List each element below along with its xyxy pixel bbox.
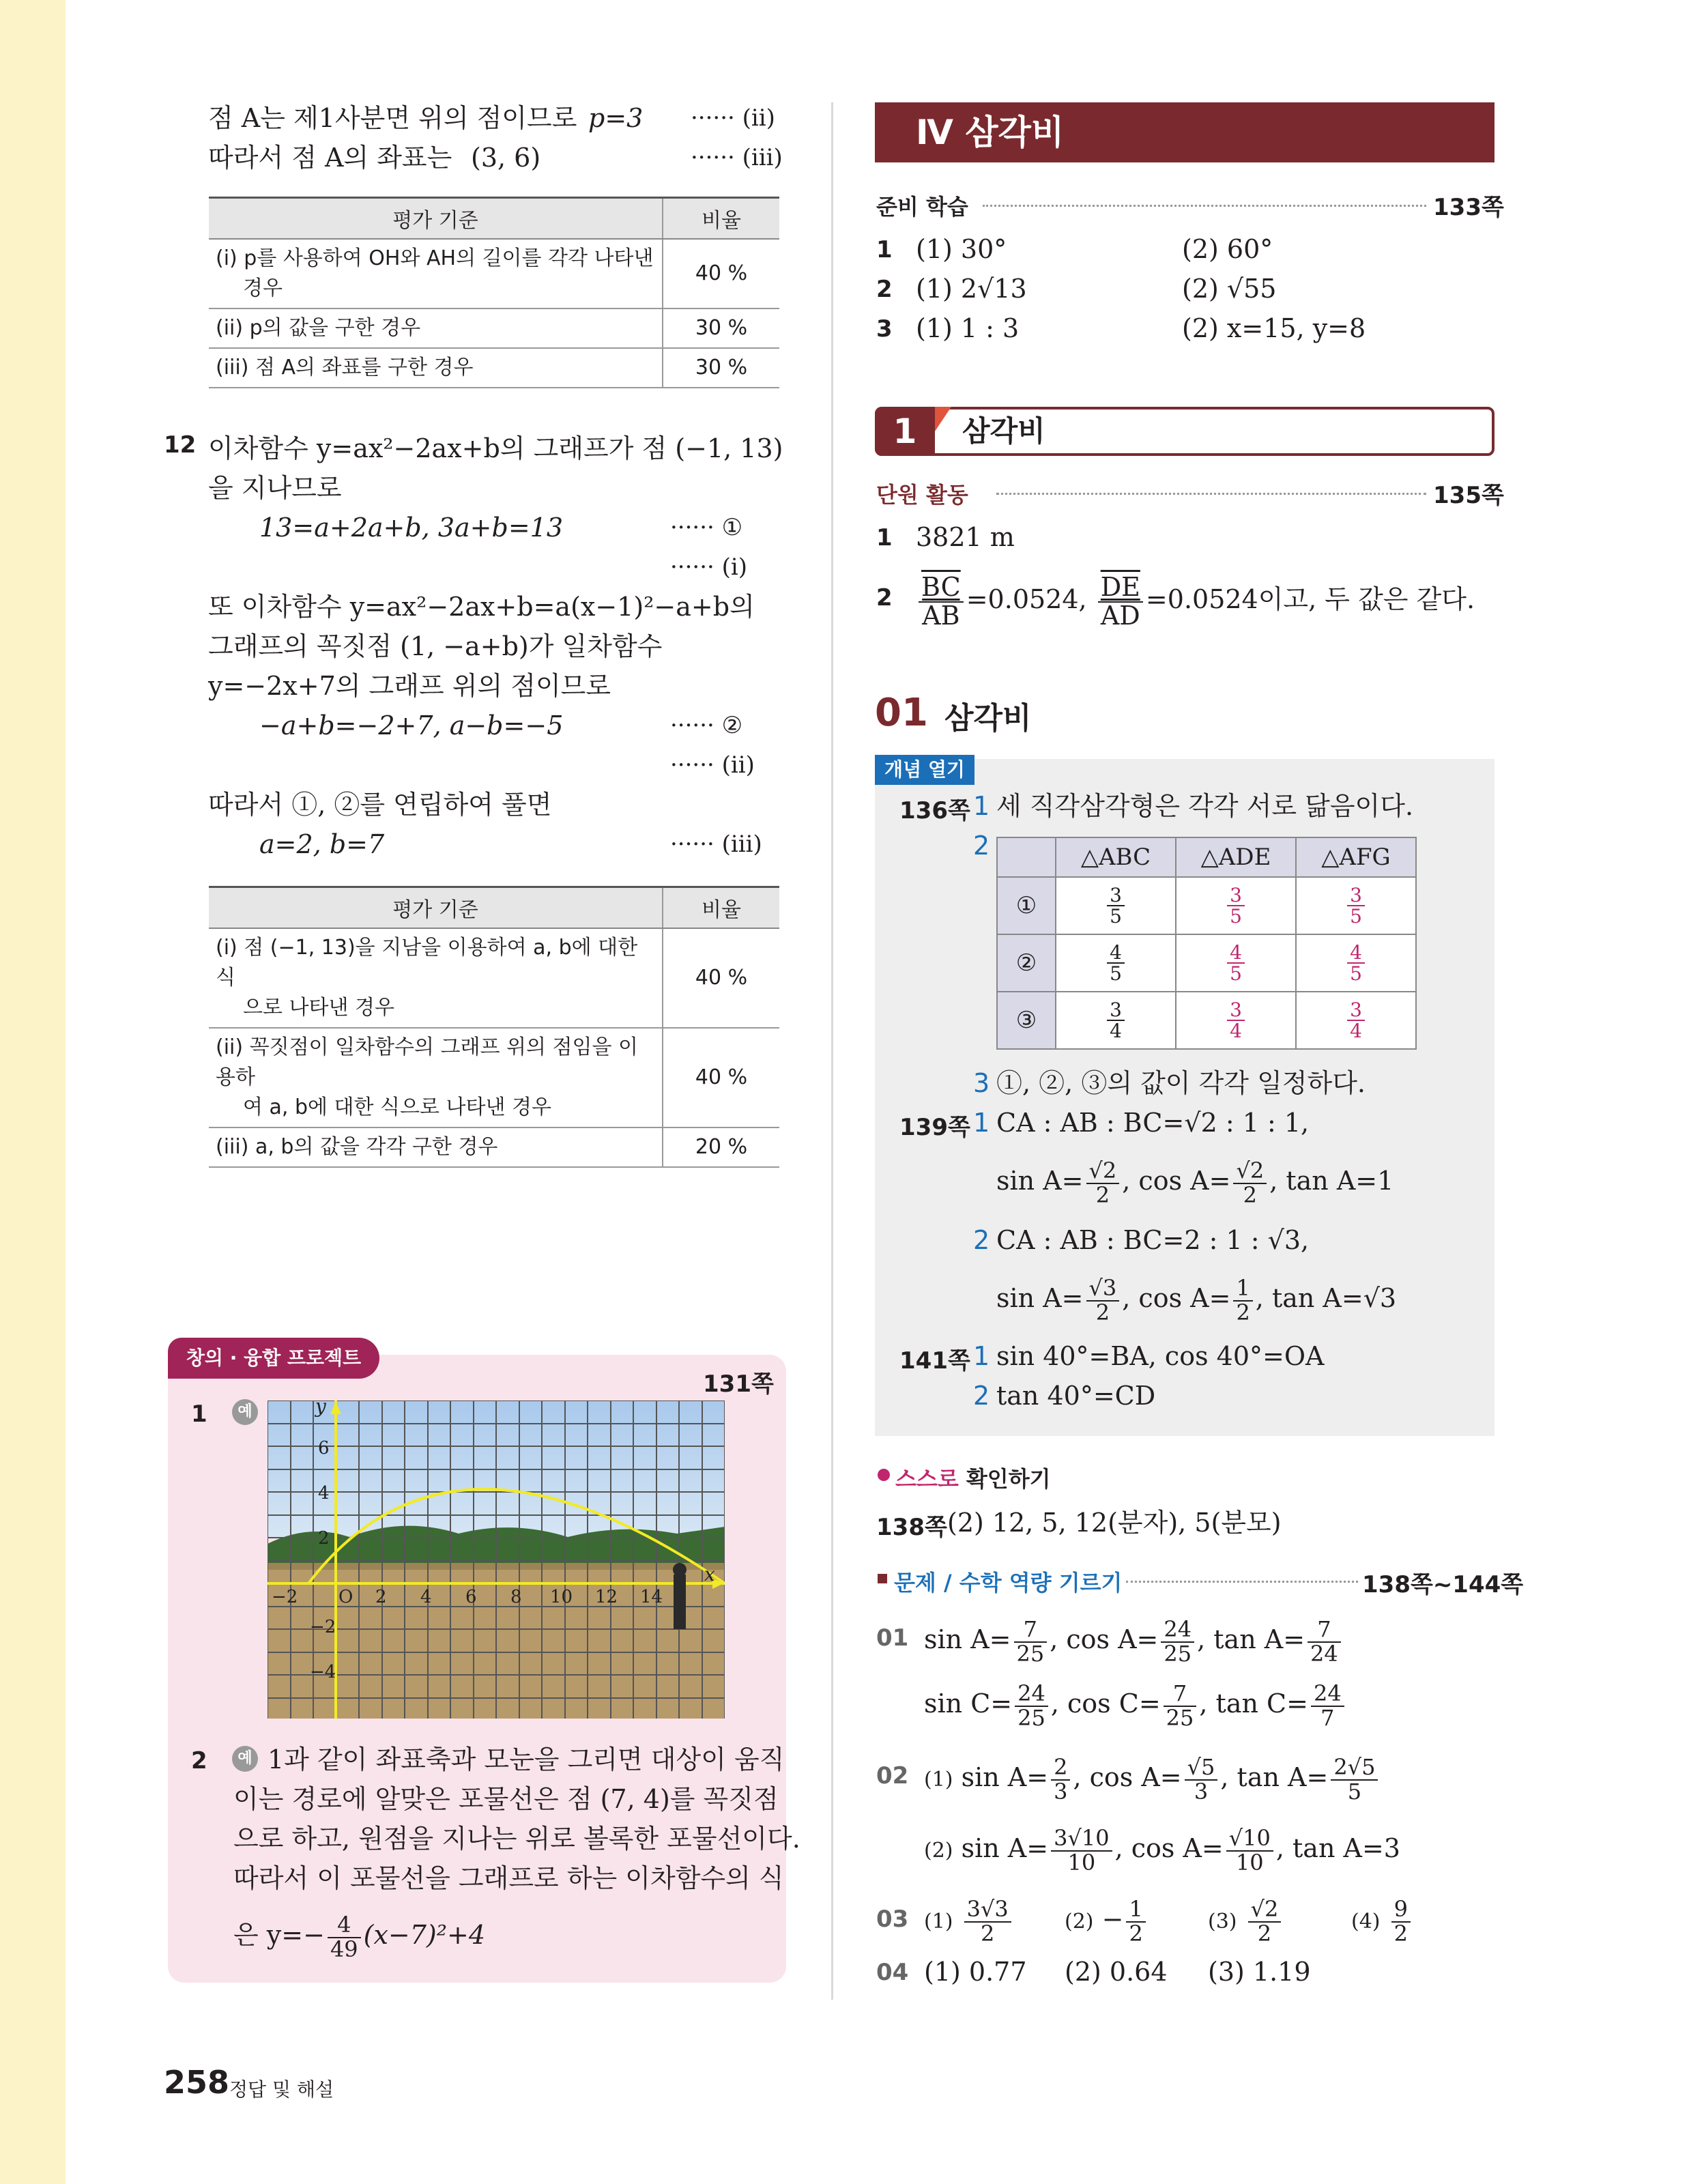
example-badge: 예 xyxy=(232,1746,258,1772)
equation: 은 y=− $\frac{4}{49}$ (x−7)²+4 xyxy=(233,1911,486,1962)
text-line: 그래프의 꼭짓점 (1, −a+b)가 일차함수 xyxy=(208,631,663,661)
answer: ①, ②, ③의 값이 각각 일정하다. xyxy=(996,1068,1366,1098)
item-number: 1 xyxy=(973,1341,990,1371)
x-tick: O xyxy=(338,1587,353,1607)
table-header: △ABC xyxy=(1056,837,1176,877)
answer: (2) x=15, y=8 xyxy=(1182,313,1366,343)
ratio-table xyxy=(996,837,1417,1050)
evaluation-table-2 xyxy=(209,886,779,1168)
answer: (2) − $\frac{1}{2}$ xyxy=(1065,1885,1149,1956)
section-title: 준비 학습 xyxy=(876,194,968,220)
answer: (1) 0.77 xyxy=(924,1957,1027,1987)
table-header: △AFG xyxy=(1296,837,1416,877)
page-reference: 139쪽 xyxy=(899,1114,970,1141)
text-line: 점 A는 제1사분면 위의 점이므로 xyxy=(208,103,577,133)
page-reference: 131쪽 xyxy=(703,1370,774,1398)
y-tick: 4 xyxy=(318,1483,330,1504)
answer: $\frac{\overline{BC}}{AB}$ =0.0524, $\frac{\overline{DE}}{AD}$ =0.0524이고, 두 값은 같다. xyxy=(916,565,1475,633)
table-header: 비율 xyxy=(663,887,779,929)
step-tag: ······ (i) xyxy=(670,554,748,581)
x-tick: 2 xyxy=(375,1587,387,1607)
square-bullet-icon xyxy=(878,1574,887,1583)
evaluation-table-1 xyxy=(209,197,779,388)
x-tick: 8 xyxy=(510,1587,522,1607)
item-number: 1 xyxy=(876,236,893,263)
lesson-number: 01 xyxy=(875,691,928,735)
page-number: 258 xyxy=(164,2064,230,2101)
answer: (2) 60° xyxy=(1182,234,1273,264)
step-tag: ······ (iii) xyxy=(670,831,762,858)
text-line: y=−2x+7의 그래프 위의 점이므로 xyxy=(208,671,611,701)
table-row: (iii) 점 A의 좌표를 구한 경우 30 % xyxy=(209,348,779,388)
table-row: ③ $\frac{3}{4}$ $\frac{3}{4}$ $\frac{3}{4}$ xyxy=(997,992,1416,1049)
item-number: 2 xyxy=(973,1381,990,1411)
y-tick: 2 xyxy=(318,1528,330,1549)
step-tag: ······ (iii) xyxy=(691,144,783,171)
table-header: 평가 기준 xyxy=(209,887,663,929)
step-tag: ······ ② xyxy=(670,712,743,739)
y-axis-label: y xyxy=(315,1400,326,1418)
page-reference: 141쪽 xyxy=(899,1347,970,1375)
answer: 세 직각삼각형은 각각 서로 닮음이다. xyxy=(996,791,1414,821)
item-number: 2 xyxy=(973,1225,990,1255)
answer: (1) 30° xyxy=(916,234,1007,264)
left-margin-strip xyxy=(0,0,66,2184)
equation: −a+b=−2+7, a−b=−5 xyxy=(259,710,564,741)
answer: (4) $\frac{9}{2}$ xyxy=(1351,1885,1413,1956)
answer: sin A= $\frac{√2}{2}$ , cos A= $\frac{√2}{2}$ , tan A=1 xyxy=(996,1157,1394,1208)
table-row: (ii) 꼭짓점이 일차함수의 그래프 위의 점임을 이용하 여 a, b에 대한 식으로 나타낸 경우 40 % xyxy=(209,1028,779,1127)
bullet-icon xyxy=(878,1469,890,1481)
page-reference: 136쪽 xyxy=(899,797,970,824)
answer: (2) 0.64 xyxy=(1065,1957,1168,1987)
text-line: 1과 같이 좌표축과 모눈을 그리면 대상이 움직 xyxy=(268,1744,785,1774)
item-number: 1 xyxy=(876,524,893,551)
text-line: 따라서 점 A의 좌표는 xyxy=(208,143,452,173)
item-number: 2 xyxy=(876,276,893,303)
answer: (2) √55 xyxy=(1182,274,1277,304)
equation: a=2, b=7 xyxy=(259,829,385,859)
section-title: 문제 / 수학 역량 기르기 xyxy=(894,1570,1123,1596)
answer: (1) 1 : 3 xyxy=(916,313,1020,343)
section-title: 단원 활동 xyxy=(876,482,968,508)
person xyxy=(674,1575,686,1629)
section-title: 스스로 확인하기 xyxy=(895,1466,1051,1492)
graph-figure xyxy=(268,1400,725,1719)
table-header: 평가 기준 xyxy=(209,198,663,240)
lesson-title: 삼각비 xyxy=(944,701,1032,736)
answer: (3) $\frac{√2}{2}$ xyxy=(1208,1885,1284,1956)
answer: (1) 2√13 xyxy=(916,274,1027,304)
answer: (1) $\frac{3√3}{2}$ xyxy=(924,1885,1014,1956)
unit-number: 1 xyxy=(875,407,935,456)
table-row: ② $\frac{4}{5}$ $\frac{4}{5}$ $\frac{4}{5}$ xyxy=(997,934,1416,992)
problem-number: 12 xyxy=(164,431,197,459)
problem-number: 02 xyxy=(876,1762,909,1790)
answer: sin C= $\frac{24}{25}$ , cos C= $\frac{7}{25}$ , tan C= $\frac{24}{7}$ xyxy=(924,1669,1347,1738)
x-tick: 6 xyxy=(465,1587,477,1607)
answer: sin A= $\frac{7}{25}$ , cos A= $\frac{24}{25}$ , tan A= $\frac{7}{24}$ xyxy=(924,1605,1344,1673)
item-number: 2 xyxy=(973,831,990,861)
text-line: 이는 경로에 알맞은 포물선은 점 (7, 4)를 꼭짓점 xyxy=(233,1784,779,1814)
step-tag: ······ (ii) xyxy=(691,104,775,132)
table-row: (iii) a, b의 값을 각각 구한 경우 20 % xyxy=(209,1127,779,1167)
item-number: 3 xyxy=(876,315,893,343)
answer: sin A= $\frac{√3}{2}$ , cos A= $\frac{1}{2}$ , tan A=√3 xyxy=(996,1274,1397,1325)
item-number: 3 xyxy=(973,1068,990,1098)
table-row: (i) p를 사용하여 OH와 AH의 길이를 각각 나타낸 경우 40 % xyxy=(209,239,779,308)
answer: CA : AB : BC=2 : 1 : √3, xyxy=(996,1225,1310,1255)
problem-number: 01 xyxy=(876,1624,909,1652)
y-tick: −2 xyxy=(310,1617,336,1637)
answer: tan 40°=CD xyxy=(996,1381,1156,1411)
y-tick: 6 xyxy=(318,1438,330,1459)
problem-number: 03 xyxy=(876,1906,909,1933)
answer: (2) 12, 5, 12(분자), 5(분모) xyxy=(947,1508,1282,1538)
page-reference: 135쪽 xyxy=(1433,482,1504,509)
graph-svg xyxy=(268,1400,725,1719)
step-tag: ······ ① xyxy=(670,514,743,541)
concept-label: 개념 열기 xyxy=(875,755,974,785)
unit-title: 삼각비 xyxy=(962,414,1045,448)
equation: 13=a+2a+b, 3a+b=13 xyxy=(259,513,564,543)
page-reference: 138쪽~144쪽 xyxy=(1362,1571,1524,1598)
table-row: (ii) p의 값을 구한 경우 30 % xyxy=(209,308,779,348)
table-row: ① $\frac{3}{5}$ $\frac{3}{5}$ $\frac{3}{5}$ xyxy=(997,877,1416,934)
table-header: △ADE xyxy=(1176,837,1296,877)
step-tag: ······ (ii) xyxy=(670,751,755,779)
table-header: 비율 xyxy=(663,198,779,240)
item-number: 2 xyxy=(876,584,893,612)
text-line: 으로 하고, 원점을 지나는 위로 볼록한 포물선이다. xyxy=(233,1824,800,1854)
answer: 3821 m xyxy=(916,522,1015,552)
text-line: 따라서 ①, ②를 연립하여 풀면 xyxy=(208,790,552,820)
column-divider xyxy=(831,102,833,2000)
page-reference: 133쪽 xyxy=(1433,194,1504,221)
example-badge: 예 xyxy=(232,1399,258,1425)
answer: (2) sin A= $\frac{3√10}{10}$ , cos A= $\frac{√10}{10}$ , tan A=3 xyxy=(924,1824,1400,1876)
x-tick: −2 xyxy=(272,1587,298,1607)
answer: (3) 1.19 xyxy=(1208,1957,1311,1987)
answer: sin 40°=BA, cos 40°=OA xyxy=(996,1341,1325,1371)
text-line: p=3 xyxy=(588,103,644,133)
question-number: 1 xyxy=(191,1400,207,1428)
text-line: 따라서 이 포물선을 그래프로 하는 이차함수의 식 xyxy=(233,1863,784,1893)
x-tick: 12 xyxy=(595,1587,618,1607)
answer: CA : AB : BC=√2 : 1 : 1, xyxy=(996,1108,1310,1138)
text-line: 을 지나므로 xyxy=(208,473,342,503)
problem-number: 04 xyxy=(876,1959,909,1986)
answer: (1) sin A= $\frac{2}{3}$ , cos A= $\frac{√5}{3}$ , tan A= $\frac{2√5}{5}$ xyxy=(924,1743,1381,1814)
table-row: (i) 점 (−1, 13)을 지남을 이용하여 a, b에 대한 식 으로 나타낸 경우 40 % xyxy=(209,928,779,1028)
page-reference: 138쪽 xyxy=(876,1514,947,1541)
question-number: 2 xyxy=(191,1747,207,1774)
item-number: 1 xyxy=(973,1108,990,1138)
x-tick: 14 xyxy=(640,1587,663,1607)
x-tick: 10 xyxy=(550,1587,573,1607)
y-tick: −4 xyxy=(310,1662,336,1682)
project-label: 창의 · 융합 프로젝트 xyxy=(168,1338,379,1379)
text-line: 이차함수 y=ax²−2ax+b의 그래프가 점 (−1, 13) xyxy=(208,433,783,463)
x-axis-label: x xyxy=(704,1563,715,1585)
footer-title: 정답 및 해설 xyxy=(229,2078,334,2101)
text-line: 또 이차함수 y=ax²−2ax+b=a(x−1)²−a+b의 xyxy=(208,592,755,622)
chapter-banner: Ⅳ 삼각비 xyxy=(875,102,1494,162)
item-number: 1 xyxy=(973,791,990,821)
text-line: (3, 6) xyxy=(471,143,541,173)
x-tick: 4 xyxy=(420,1587,432,1607)
